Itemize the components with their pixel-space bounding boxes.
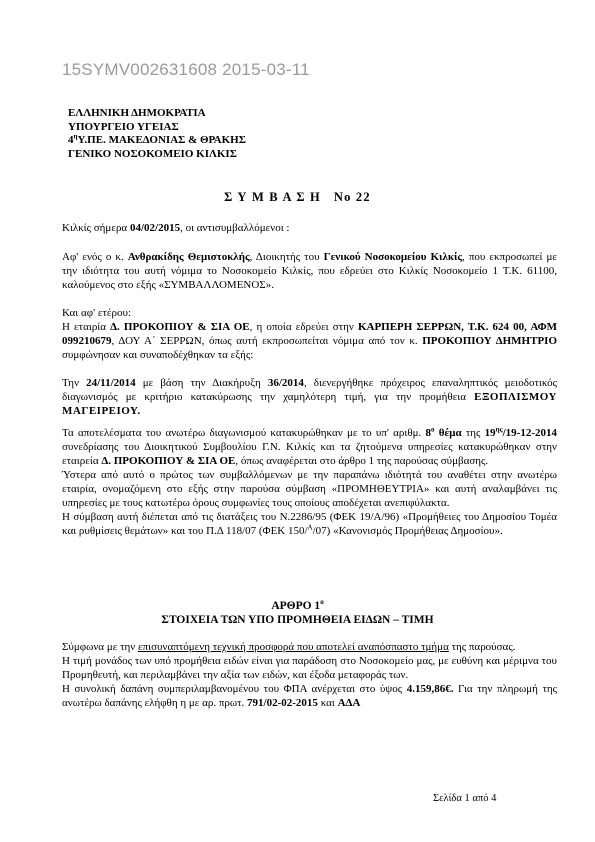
text: Αφ' ενός ο κ. [62, 251, 128, 263]
unit-price-paragraph: Η τιμή μονάδος των υπό προμήθεια ειδών είναι για παράδοση στο Νοσοκομείο μας, με ευθύνη και μέριμνα του Προμηθευτή, και περιλαμβάνει την αξία των ειδών, και έξοδα μεταφοράς των. [62, 655, 557, 681]
article-1-body [62, 640, 557, 710]
text: Την [62, 377, 87, 389]
letterhead-line-1: ΕΛΛΗΝΙΚΗ ΔΗΜΟΚΡΑΤΙΑ [68, 107, 206, 119]
text: Η σύμβαση αυτή διέπεται από τις διατάξεις του Ν.2286/95 (ΦΕΚ 19/Α/96) «Προμήθειες του Δημοσίου Τομέα και ρυθμίσεις θεμάτων» και του Π.Δ 118/07 (ΦΕΚ 150/ [62, 511, 557, 537]
page-number: Σελίδα 1 από 4 [433, 793, 497, 804]
protocol-number: 791/02-02-2015 [247, 697, 318, 709]
text: , όπως αναφέρεται στο άρθρο 1 της παρούσας σύμβασης. [235, 455, 489, 467]
text: Η συνολική δαπάνη συμπεριλαμβανομένου του ΦΠΑ ανέρχεται στο ύψος [62, 683, 407, 695]
agenda-item-word: θέμα [434, 427, 462, 439]
ada-label: ΑΔΑ [337, 697, 361, 709]
hospital-name: Γενικού Νοσοκομείου Κιλκίς [323, 251, 463, 263]
text: της [461, 427, 485, 439]
total-amount: 4.159,86€. [406, 683, 454, 695]
first-party-paragraph [62, 250, 557, 292]
article-1-subheading: ΣΤΟΙΧΕΙΑ ΤΩΝ ΥΠΟ ΠΡΟΜΗΘΕΙΑ ΕΙΔΩΝ – ΤΙΜΗ [161, 614, 434, 626]
text: /07) «Κανονισμός Προμήθειας Δημοσίου». [312, 525, 503, 537]
letterhead-line-3 [68, 134, 246, 148]
supplier-representative: ΠΡΟΚΟΠΙΟΥ ΔΗΜΗΤΡΙΟ [422, 335, 557, 347]
region-name: Υ.ΠΕ. ΜΑΚΕΔΟΝΙΑΣ & ΘΡΑΚΗΣ [77, 134, 246, 146]
tender-date: 24/11/2014 [86, 377, 136, 389]
text: Κιλκίς σήμερα [62, 222, 130, 234]
session-date: /19-12-2014 [502, 427, 557, 439]
procurement-item: ΕΞΟΠΛΙΣΜΟΥ ΜΑΓΕΙΡΕΙΟΥ. [62, 391, 557, 417]
article-1-heading [0, 599, 595, 627]
letterhead-line-2: ΥΠΟΥΡΓΕΙΟ ΥΓΕΙΑΣ [68, 120, 179, 133]
board-session [485, 427, 557, 439]
second-party-paragraph [62, 306, 557, 362]
gazette-issue-suffix: Α [307, 523, 313, 532]
text: , Διοικητής του [249, 251, 324, 263]
text: , η οποία εδρεύει στην [249, 321, 358, 333]
letterhead-line-4: ΓΕΝΙΚΟ ΝΟΣΟΚΟΜΕΙΟ ΚΙΛΚΙΣ [68, 147, 237, 160]
agenda-item-suffix: ο [431, 425, 435, 434]
award-paragraphs [62, 426, 557, 538]
agenda-item-number: 8 [425, 427, 432, 439]
text: , διενεργήθηκε πρόχειρος επαναληπτικός μειοδοτικός διαγωνισμός με κριτήριο κατακύρωσης την χαμηλότερη τιμή, για την προμήθεια [62, 377, 557, 403]
text: συνεδρίασης του Διοικητικού Συμβουλίου Γ.Ν. Κιλκίς και τα ζητούμενα υπηρεσίες κατακυρώθηκαν στην εταιρεία [62, 441, 557, 467]
document-id-stamp: 15SYMV002631608 2015-03-11 [62, 60, 310, 79]
article-number-suffix: ο [320, 598, 324, 607]
supplier-address: ΚΑΡΠΕΡΗ ΣΕΡΡΩΝ, Τ.Κ. 624 00, ΑΦΜ 099210679 [62, 321, 557, 347]
text: Σύμφωνα με την [62, 641, 138, 653]
director-name: Ανθρακίδης Θεμιστοκλής [127, 251, 250, 263]
region-number-suffix: η [73, 132, 78, 141]
assignment-paragraph: Ύστερα από αυτό ο πρώτος των συμβαλλόμενων με την παραπάνω ιδιότητά του αναθέτει στην ανωτέρω εταιρία, ονομαζόμενη στο εξής στην παρούσα σύμβαση «ΠΡΟΜΗΘΕΥΤΡΙΑ» και αυτή αναλαμβάνει τις υπηρεσίες με τους κατωτέρω όρους συμφωνίες τους οποίους αποδέχεται ανεπιφύλακτα. [62, 469, 557, 509]
text: Η εταιρία [62, 321, 111, 333]
letterhead [68, 107, 246, 161]
awarded-company: Δ. ΠΡΟΚΟΠΙΟΥ & ΣΙΑ ΟΕ [101, 455, 236, 467]
supplier-company: Δ. ΠΡΟΚΟΠΙΟΥ & ΣΙΑ ΟΕ [110, 321, 250, 333]
agenda-item [426, 427, 462, 439]
contract-date: 04/02/2015 [129, 222, 181, 234]
text: της παρούσας. [448, 641, 516, 653]
text: , που εκπροσωπεί με την ιδιότητα του αυτή νόμιμα το Νοσοκομείο Κιλκίς, που εδρεύει στο Κιλκίς Νοσοκομείο 1 Τ.Κ. 61100, καλούμενος στο εξής «ΣΥΜΒΑΛΛΟΜΕΝΟΣ». [62, 251, 557, 291]
text: Για την πληρωμή της ανωτέρω δαπάνης ελήφθη η με αρ. πρωτ. [62, 683, 557, 709]
session-suffix: ης [495, 425, 503, 434]
text: με βάση την Διακήρυξη [135, 377, 268, 389]
session-number: 19 [484, 427, 496, 439]
text: και [317, 697, 338, 709]
text: , ΔΟΥ Α΄ ΣΕΡΡΩΝ, όπως αυτή εκπροσωπείται νόμιμα από τον κ. [111, 335, 423, 347]
article-number: ΑΡΘΡΟ 1 [271, 600, 321, 612]
text: Τα αποτελέσματα του ανωτέρω διαγωνισμού κατακυρώθηκαν με το υπ' αριθμ. [62, 427, 426, 439]
tender-number: 36/2014 [267, 377, 304, 389]
region-number: 4 [68, 134, 74, 146]
contract-title: Σ Υ Μ Β Α Σ Η Νο 22 [224, 190, 371, 204]
intro-date-paragraph [62, 221, 557, 235]
second-party-intro: Και αφ' ετέρου: [62, 307, 132, 319]
text: συμφώνησαν και συναποδέχθηκαν τα εξής: [62, 349, 254, 361]
technical-offer-reference: επισυναπτόμενη τεχνική προσφορά που αποτελεί αναπόσπαστο τμήμα [138, 641, 449, 653]
text: , οι αντισυμβαλλόμενοι : [180, 222, 290, 234]
tender-paragraph [62, 376, 557, 418]
